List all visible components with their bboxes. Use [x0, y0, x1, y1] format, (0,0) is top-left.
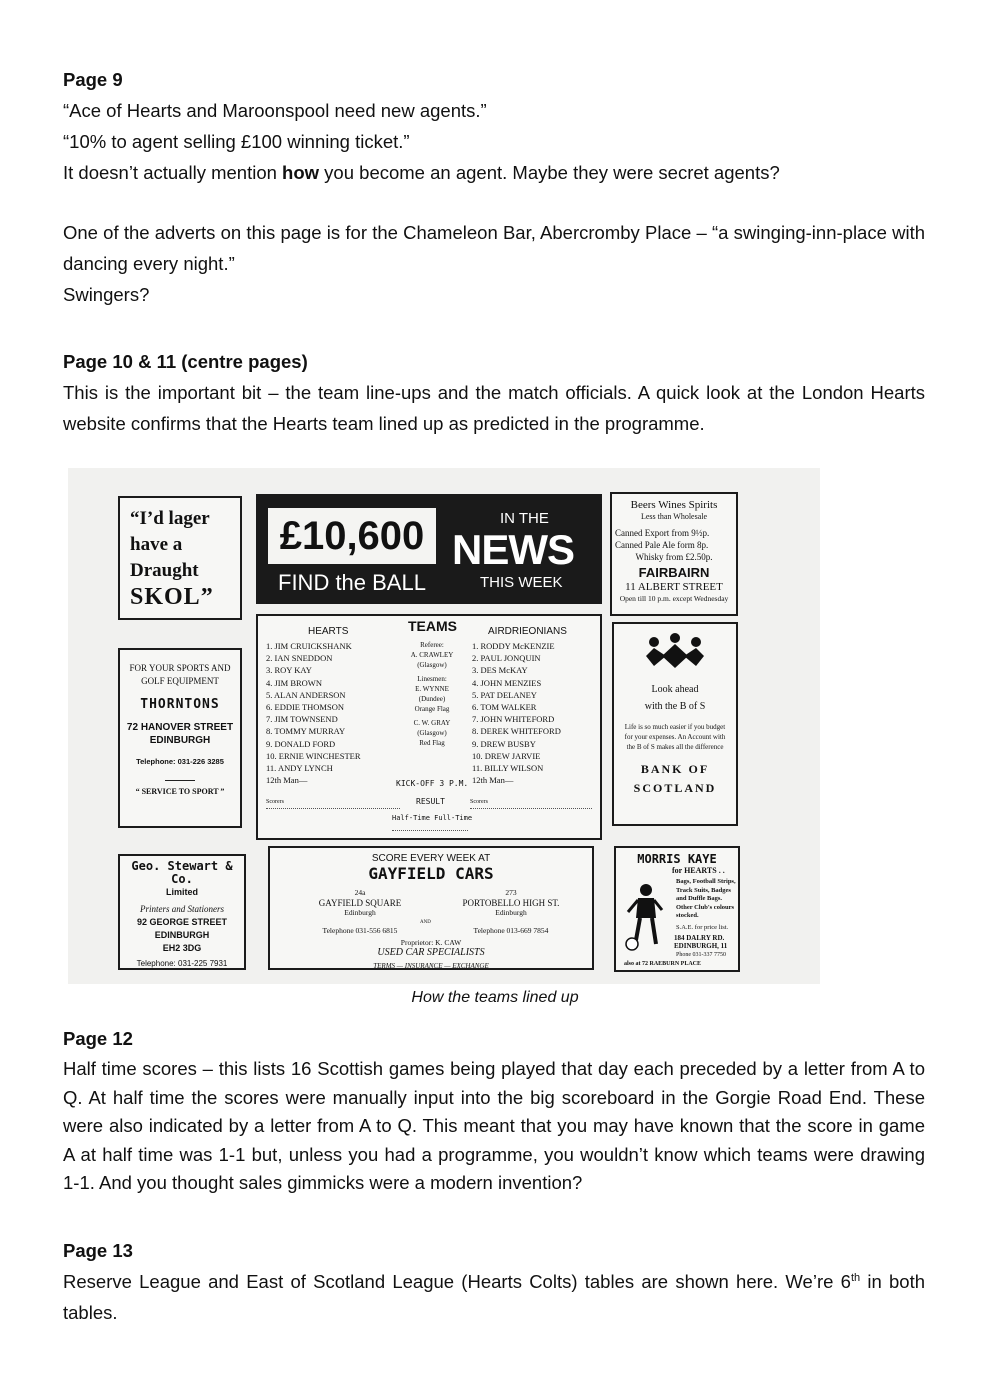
- officials-list: [392, 640, 472, 748]
- quote-ten-percent: “10% to agent selling £100 winning ticket.”: [63, 131, 410, 152]
- footballer-icon: [624, 882, 664, 952]
- page9-section: [63, 64, 925, 188]
- official-line: Referee:: [420, 641, 444, 649]
- airdrie-player: 9. DREW BUSBY: [472, 738, 536, 749]
- official-line: (Dundee): [418, 695, 446, 703]
- official-line: Linesmen:: [417, 675, 447, 683]
- hearts-player: 4. JIM BROWN: [266, 677, 322, 688]
- airdrie-player: 4. JOHN MENZIES: [472, 677, 542, 688]
- page10-section: [63, 346, 925, 439]
- official-line: A. CRAWLEY: [410, 651, 454, 659]
- hearts-player: 3. ROY KAY: [266, 665, 312, 676]
- programme-scan: [68, 468, 820, 984]
- hearts-player: 2. IAN SNEDDON: [266, 653, 333, 664]
- team-lineups: HEARTS TEAMS AIRDRIEONIANS 1. JIM CRUICKSHANK 2. IAN SNEDDON 3. ROY KAY 4. JIM BROWN 5. ALAN ANDERSON 6. EDDIE THOMSON 7. JIM TOWNSEND 8. TOMMY MURRAY 9. DONALD FORD 10. ERNIE WINCHESTER 11. ANDY LYNCH 12th Man— Referee: A. CRAWLEY (Glasgow) Linesmen: E. WYNNE (Dundee) Orange Flag C. W. GRAY (Glasgow) Red Flag 1. RODDY McKENZIE 2. PAUL JONQUIN 3. DES McKAY 4. JOHN MENZIES 5. PAT DELANEY 6. TOM WALKER 7. JOHN WHITEFORD 8. DEREK WHITEFORD 9. DREW BUSBY 10. DREW JARVIE 11. BILLY WILSON 12th Man— KICK-OFF 3 P.M. Scorers Scorers RESULT Half-Time Full-Time: [256, 614, 602, 840]
- stewart-advert: Geo. Stewart & Co. Limited Printers and Stationers 92 GEORGE STREET EDINBURGH EH2 3DG Telephone: 031-225 7931: [118, 854, 246, 970]
- official-line: (Glasgow): [417, 729, 447, 737]
- swingers-line: Swingers?: [63, 284, 150, 305]
- airdrie-player: 11. BILLY WILSON: [472, 763, 544, 774]
- page10-heading: Page 10 & 11 (centre pages): [63, 351, 308, 372]
- hearts-player: 8. TOMMY MURRAY: [266, 726, 346, 737]
- skol-advert: “I’d lager have a Draught SKOL”: [118, 496, 242, 620]
- airdrie-player: 3. DES McKAY: [472, 665, 528, 676]
- airdrie-player: 1. RODDY McKENZIE: [472, 641, 555, 651]
- news-word: NEWS: [452, 526, 574, 573]
- hearts-player: 7. JIM TOWNSEND: [266, 714, 338, 725]
- morris-kaye-advert: MORRIS KAYE for HEARTS . . Bags, Football Strips, Track Suits, Badges and Duffle Bags. Other Club's colours stocked. S.A.E. for price list. 184 DALRY RD. EDINBURGH, 11 Phone 031-337 7750 also at 72 RAEBURN PLACE: [614, 846, 740, 972]
- hearts-player: 6. EDDIE THOMSON: [266, 702, 344, 713]
- airdrie-player: 6. TOM WALKER: [472, 702, 537, 713]
- airdrie-list: [472, 640, 602, 786]
- hearts-player: 11. ANDY LYNCH: [266, 763, 333, 774]
- news-banner: £10,600 IN THE NEWS FIND the BALL THIS WEEK: [256, 494, 602, 604]
- hearts-player: 12th Man—: [266, 775, 308, 786]
- airdrie-player: 7. JOHN WHITEFORD: [472, 714, 555, 725]
- official-line: Orange Flag: [414, 705, 450, 713]
- page12-heading: Page 12: [63, 1028, 133, 1049]
- hearts-player: 10. ERNIE WINCHESTER: [266, 750, 361, 761]
- official-line: Red Flag: [419, 739, 445, 747]
- bank-logo-icon: [642, 632, 708, 674]
- page12-text: Half time scores – this lists 16 Scottish games being played that day each preceded by a letter from A to Q. At half time the scores were manually input into the big scoreboard in the Gorgie Road End. These were also indicated by a letter from A to Q. This meant that you may have known that the score in game A at half time was 1-1 but, unless you had a programme, you wouldn’t know which teams were drawing 1-1. And you thought sales gimmicks were a modern invention?: [63, 1058, 925, 1193]
- page10-text: This is the important bit – the team line-ups and the match officials. A quick look at the London Hearts website confirms that the Hearts team lined up as predicted in the programme.: [63, 382, 925, 434]
- chameleon-paragraph: One of the adverts on this page is for the Chameleon Bar, Abercromby Place – “a swinging-inn-place with dancing every night.” Swingers?: [63, 217, 925, 310]
- fairbairn-advert: Beers Wines Spirits Less than Wholesale Canned Export from 9½p. Canned Pale Ale form 8p. Whisky from £2.50p. FAIRBAIRN 11 ALBERT STREET Open till 10 p.m. except Wednesday: [610, 492, 738, 616]
- image-caption: How the teams lined up: [411, 989, 579, 1006]
- hearts-player: 1. JIM CRUICKSHANK: [266, 641, 352, 651]
- airdrie-player: 2. PAUL JONQUIN: [472, 653, 541, 664]
- airdrie-player: 10. DREW JARVIE: [472, 750, 541, 761]
- page12-section: [63, 1023, 925, 1198]
- thorntons-advert: FOR YOUR SPORTS AND GOLF EQUIPMENT THORNTONS 72 HANOVER STREET EDINBURGH Telephone: 031-226 3285 “ SERVICE TO SPORT ”: [118, 648, 242, 828]
- page9-heading: Page 9: [63, 69, 123, 90]
- page13-text: Reserve League and East of Scotland League (Hearts Colts) tables are shown here. We’re 6th in both tables.: [63, 1271, 926, 1323]
- agent-comment: It doesn’t actually mention how you become an agent. Maybe they were secret agents?: [63, 162, 780, 183]
- quote-agents: “Ace of Hearts and Maroonspool need new agents.”: [63, 100, 487, 121]
- page13-heading: Page 13: [63, 1240, 133, 1261]
- bank-of-scotland-advert: Look ahead with the B of S Life is so much easier if you budget for your expenses. An Account with the B of S makes all the difference BANK OF SCOTLAND: [612, 622, 738, 826]
- gayfield-advert: SCORE EVERY WEEK AT GAYFIELD CARS 24a GAYFIELD SQUARE Edinburgh 273 PORTOBELLO HIGH ST. Edinburgh AND Telephone 031-556 6815 Telephone 013-669 7854 Proprietor: K. CAW USED CAR SPECIALISTS TERMS — INSURANCE — EXCHANGE: [268, 846, 594, 970]
- page13-section: [63, 1236, 925, 1328]
- hearts-player: 9. DONALD FORD: [266, 738, 336, 749]
- prize-amount: £10,600: [268, 508, 436, 564]
- hearts-list: [266, 640, 396, 786]
- airdrie-player: 5. PAT DELANEY: [472, 689, 537, 700]
- airdrie-player: 12th Man—: [472, 775, 514, 786]
- hearts-player: 5. ALAN ANDERSON: [266, 689, 346, 700]
- official-line: E. WYNNE: [415, 685, 449, 693]
- official-line: (Glasgow): [417, 661, 447, 669]
- official-line: C. W. GRAY: [413, 719, 451, 727]
- airdrie-player: 8. DEREK WHITEFORD: [472, 726, 561, 737]
